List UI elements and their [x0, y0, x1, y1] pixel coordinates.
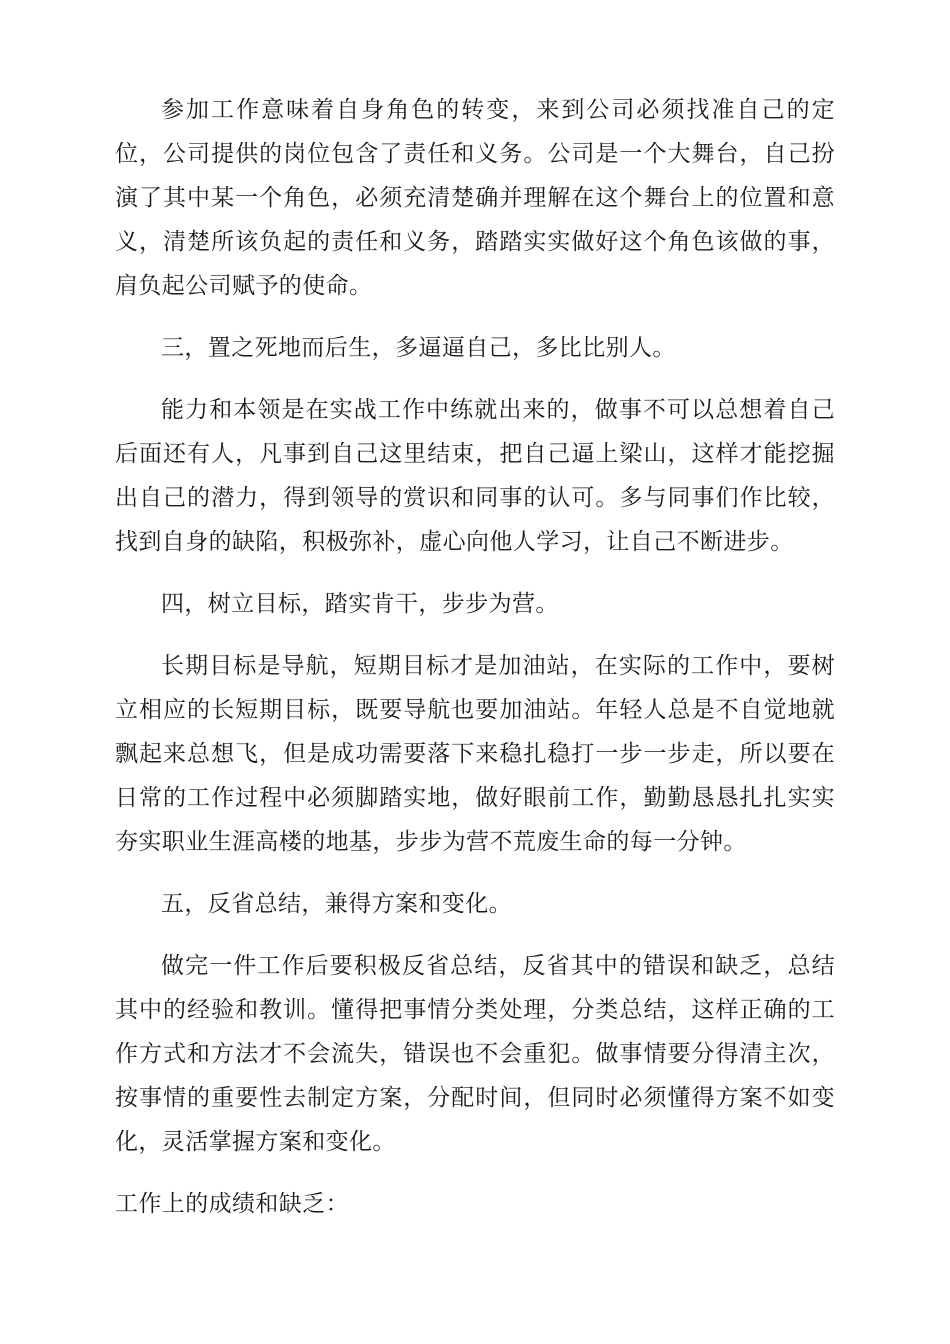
heading-section-four: 四，树立目标，踏实肯干，步步为营。: [161, 591, 559, 617]
heading-section-three: 三，置之死地而后生，多逼逼自己，多比比别人。: [161, 335, 676, 361]
paragraph-gap: [115, 1164, 835, 1182]
paragraph-ability: 能力和本领是在实战工作中练就出来的，做事不可以总想着自己后面还有人，凡事到自己这里结束，把自己逼上梁山，这样才能挖掘出自己的潜力，得到领导的赏识和同事的认可。多与同事们作比较，找到自身的缺陷，积极弥补，虚心向他人学习，让自己不断进步。: [115, 397, 835, 555]
paragraph-role-change: 参加工作意味着自身角色的转变，来到公司必须找准自己的定位，公司提供的岗位包含了责任和义务。公司是一个大舞台，自己扮演了其中某一个角色，必须充清楚确并理解在这个舞台上的位置和意义，清楚所该负起的责任和义务，踏踏实实做好这个角色该做的事，肩负起公司赋予的使命。: [115, 97, 835, 299]
paragraph-goals: 长期目标是导航，短期目标才是加油站，在实际的工作中，要树立相应的长短期目标，既要导航也要加油站。年轻人总是不自觉地就飘起来总想飞，但是成功需要落下来稳扎稳打一步一步走，所以要在日常的工作过程中必须脚踏实地，做好眼前工作，勤勤恳恳扎扎实实夯实职业生涯高楼的地基，步步为营不荒废生命的每一分钟。: [115, 653, 835, 855]
document-page: [115, 88, 835, 1226]
heading-section-five: 五，反省总结，兼得方案和变化。: [161, 891, 512, 917]
paragraph-gap: [115, 370, 835, 388]
paragraph-gap: [115, 926, 835, 944]
paragraph-gap: [115, 864, 835, 882]
paragraph-gap: [115, 626, 835, 644]
heading-achievements: 工作上的成绩和缺乏：: [115, 1191, 349, 1217]
paragraph-reflection: 做完一件工作后要积极反省总结，反省其中的错误和缺乏，总结其中的经验和教训。懂得把事情分类处理，分类总结，这样正确的工作方式和方法才不会流失，错误也不会重犯。做事情要分得清主次，按事情的重要性去制定方案，分配时间，但同时必须懂得方案不如变化，灵活掌握方案和变化。: [115, 953, 835, 1155]
paragraph-gap: [115, 564, 835, 582]
paragraph-gap: [115, 308, 835, 326]
